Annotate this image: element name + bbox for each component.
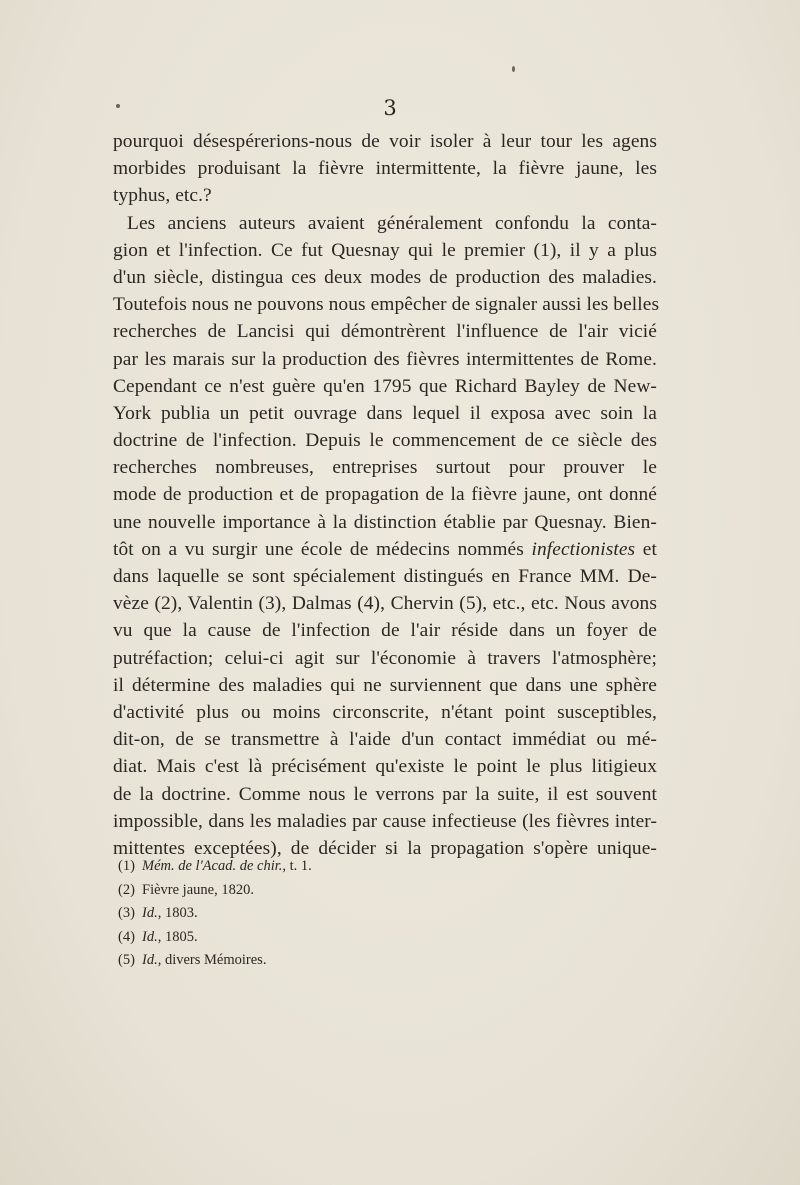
ink-speck xyxy=(116,104,120,108)
footnote-italic: Id. xyxy=(142,928,158,945)
text-line: recherches nombreuses, entreprises surtout pour prouver le xyxy=(113,457,657,479)
footnote-italic: Mém. de l'Acad. de chir. xyxy=(142,858,283,874)
footnote-text: , 1805. xyxy=(157,928,198,945)
italic-term: infectionistes xyxy=(531,538,636,560)
footnotes xyxy=(118,855,478,973)
footnote-number: (1) xyxy=(118,858,135,874)
text-line: recherches de Lancisi qui démontrèrent l'influence de l'air vicié xyxy=(113,321,657,343)
text-line: York publia un petit ouvrage dans lequel il exposa avec soin la xyxy=(113,402,657,424)
text-line: morbides produisant la fièvre intermittente, la fièvre jaune, les xyxy=(113,158,657,180)
text-line: de la doctrine. Comme nous le verrons par la suite, il est souvent xyxy=(113,783,657,805)
text-line: d'un siècle, distingua ces deux modes de production des maladies. xyxy=(113,266,657,288)
text-line: une nouvelle importance à la distinction établie par Quesnay. Bien- xyxy=(113,511,657,533)
text-line: typhus, etc.? xyxy=(113,185,212,207)
text-line-with-italic xyxy=(113,536,657,563)
text-line: mittentes exceptées), de décider si la propagation s'opère unique- xyxy=(113,837,657,859)
text-line: pourquoi désespérerions-nous de voir isoler à leur tour les agens xyxy=(113,131,657,152)
footnote-italic: Id. xyxy=(142,905,158,921)
footnote xyxy=(118,855,478,879)
footnote-number: (4) xyxy=(118,928,135,945)
text-line: vèze (2), Valentin (3), Dalmas (4), Chervin (5), etc., etc. Nous avons xyxy=(113,593,657,615)
footnote-text: , 1803. xyxy=(157,905,198,921)
footnote xyxy=(118,949,478,973)
text-line: d'activité plus ou moins circonscrite, n'étant point susceptibles, xyxy=(113,701,657,723)
ink-speck xyxy=(512,66,515,72)
text-line: impossible, dans les maladies par cause infectieuse (les fièvres inter- xyxy=(113,810,657,832)
text-line: Toutefois nous ne pouvons nous empêcher de signaler aussi les belles xyxy=(113,294,660,316)
text-line: putréfaction; celui-ci agit sur l'économie à travers l'atmosphère; xyxy=(113,647,657,669)
footnote-number: (3) xyxy=(118,905,135,921)
text-line: Cependant ce n'est guère qu'en 1795 que Richard Bayley de New- xyxy=(113,375,657,397)
text-line: Les anciens auteurs avaient généralement confondu la conta- xyxy=(127,212,657,234)
footnote xyxy=(118,879,478,903)
text-line: dans laquelle se sont spécialement distingués en France MM. De- xyxy=(113,566,657,587)
text-line: doctrine de l'infection. Depuis le commencement de ce siècle des xyxy=(113,430,657,452)
text-segment: et xyxy=(635,538,657,560)
text-line: gion et l'infection. Ce fut Quesnay qui le premier (1), il y a plus xyxy=(113,239,657,261)
footnote-text: , t. 1. xyxy=(282,858,312,874)
footnote xyxy=(118,902,478,926)
footnote xyxy=(118,926,478,950)
text-line: diat. Mais c'est là précisément qu'existe le point le plus litigieux xyxy=(113,756,657,778)
text-line: dit-on, de se transmettre à l'aide d'un contact immédiat ou mé- xyxy=(113,729,657,751)
text-line: par les marais sur la production des fièvres intermittentes de Rome. xyxy=(113,348,657,370)
text-line: mode de production et de propagation de la fièvre jaune, ont donné xyxy=(113,484,657,506)
footnote-number: (5) xyxy=(118,952,135,968)
footnote-number: (2) xyxy=(118,881,135,898)
text-segment: tôt on a vu surgir une école de médecins nommés xyxy=(113,538,532,560)
text-line: il détermine des maladies qui ne surviennent que dans une sphère xyxy=(113,674,657,696)
page-number: 3 xyxy=(383,96,397,120)
footnote-text: Fièvre jaune, 1820. xyxy=(142,881,254,898)
text-line: vu que la cause de l'infection de l'air réside dans un foyer de xyxy=(113,620,657,642)
footnote-italic: Id. xyxy=(142,952,158,968)
body-text xyxy=(113,128,660,862)
footnote-text: , divers Mémoires. xyxy=(157,952,267,968)
